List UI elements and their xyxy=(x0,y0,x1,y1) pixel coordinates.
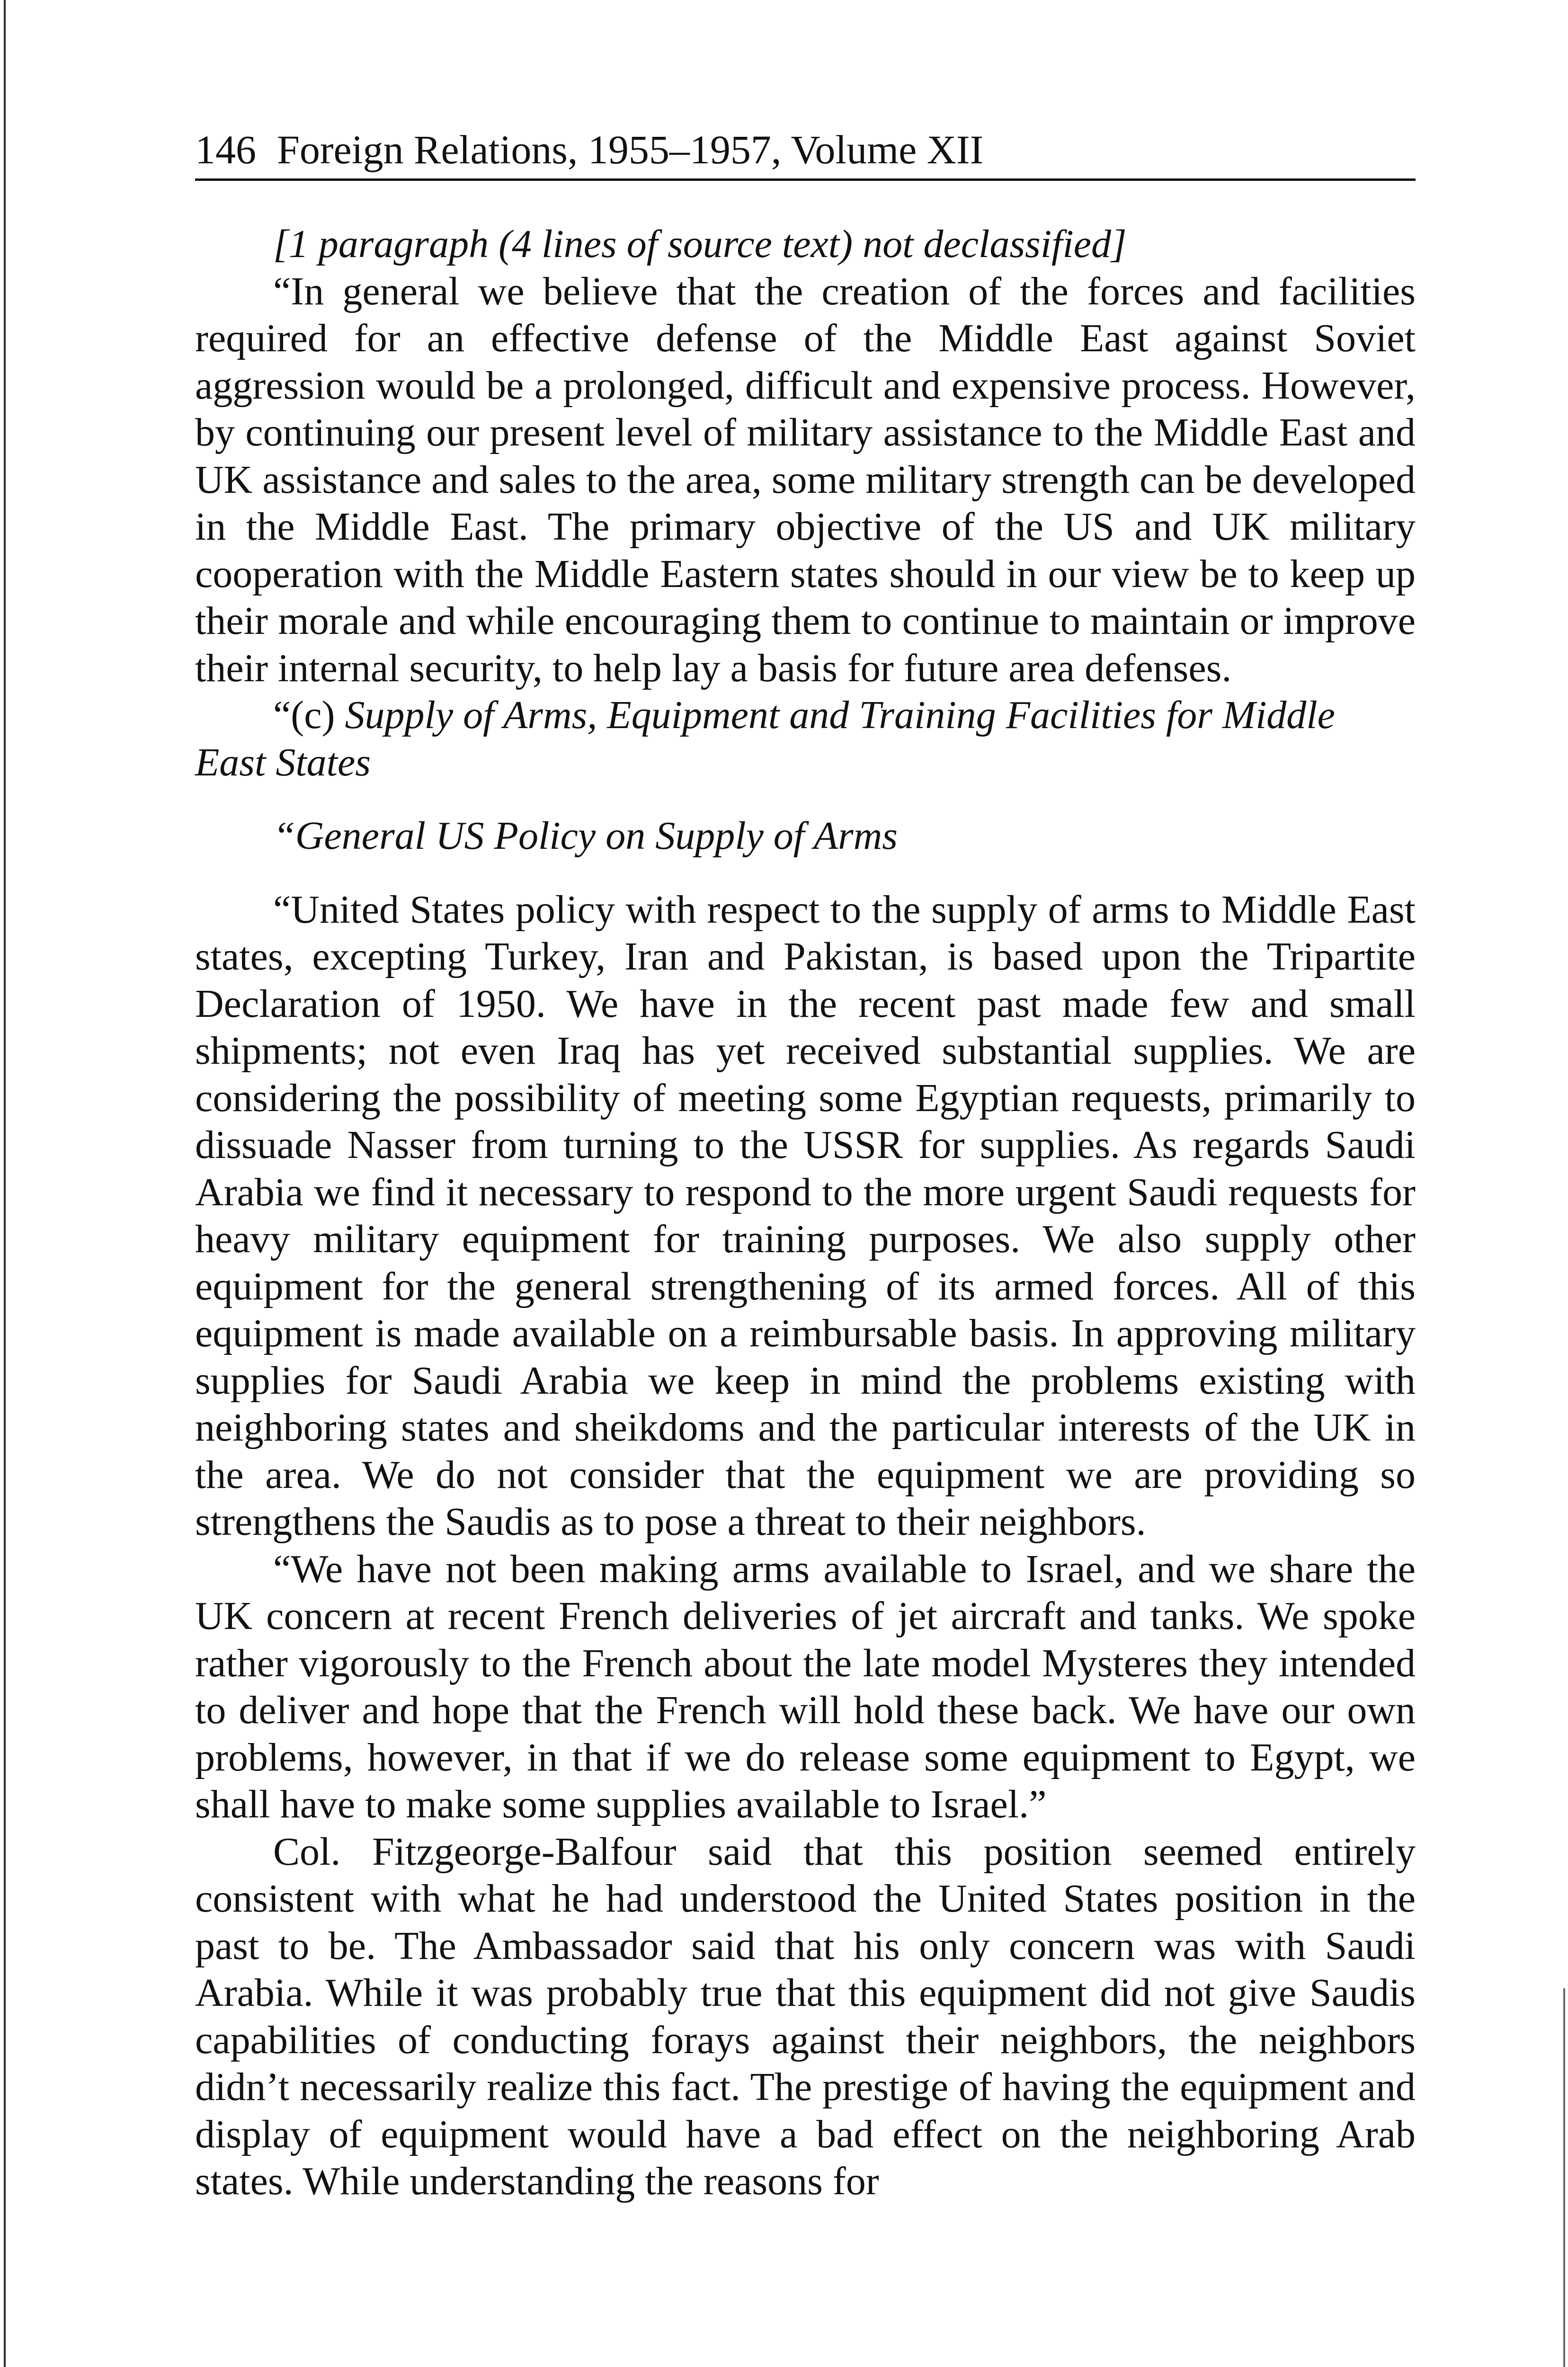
declassification-note: [1 paragraph (4 lines of source text) not declassified] xyxy=(273,222,1127,266)
running-header xyxy=(195,121,1416,181)
scan-edge-right xyxy=(1563,1988,1565,2367)
section-label: “(c) xyxy=(273,693,345,737)
section-heading-c xyxy=(195,692,1416,786)
paragraph-us-arms-policy: “United States policy with respect to the supply of arms to Middle East states, excepting Turkey, Iran and Pakistan, is based upon the Tripartite Declaration of 1950. We have in the recent past made few and small shipments; not even Iraq has yet received substantial supplies. We are considering the possibility of meeting some Egyptian requests, primarily to dissuade Nasser from turning to the USSR for supplies. As regards Saudi Arabia we find it necessary to respond to the more urgent Saudi requests for heavy military equipment for training purposes. We also supply other equipment for the general strengthening of its armed forces. All of this equipment is made available on a reimbursable basis. In approving military supplies for Saudi Arabia we keep in mind the problems existing with neighboring states and sheikdoms and the particular interests of the UK in the area. We do not consider that the equipment we are providing so strengthens the Saudis as to pose a threat to their neighbors. xyxy=(195,887,1416,1544)
running-title: Foreign Relations, 1955–1957, Volume XII xyxy=(277,127,984,172)
page-number: 146 xyxy=(195,127,256,172)
scan-edge-left xyxy=(4,0,6,2367)
section-title: Supply of Arms, Equipment and Training Facilities for Middle East States xyxy=(195,693,1335,784)
paragraph-israel-arms: “We have not been making arms available to Israel, and we share the UK concern at recent French deliveries of jet aircraft and tanks. We spoke rather vigorously to the French about the late model Mysteres they intended to deliver and hope that the French will hold these back. We have our own problems, however, in that if we do release some equipment to Egypt, we shall have to make some supplies available to Israel.” xyxy=(195,1547,1416,1826)
paragraph-fitzgeorge-balfour: Col. Fitzgeorge-Balfour said that this position seemed entirely consistent with what he had understood the United States position in the past to be. The Ambassador said that his only concern was with Saudi Arabia. While it was probably true that this equipment did not give Saudis capabilities of conducting forays against their neighbors, the neighbors didn’t necessarily realize this fact. The prestige of having the equipment and display of equipment would have a bad effect on the neighboring Arab states. While understanding the reasons for xyxy=(195,1829,1416,2203)
body-text xyxy=(195,221,1416,2205)
paragraph-defense-assessment: “In general we believe that the creation of the forces and facilities required for an effective defense of the Middle East against Soviet aggression would be a prolonged, difficult and expensive process. However, by continuing our present level of military assistance to the Middle East and UK assistance and sales to the area, some military strength can be developed in the Middle East. The primary objective of the US and UK military cooperation with the Middle Eastern states should in our view be to keep up their morale and while encouraging them to continue to maintain or improve their internal security, to help lay a basis for future area defenses. xyxy=(195,269,1416,690)
subheading-arms-policy: “General US Policy on Supply of Arms xyxy=(273,814,898,858)
